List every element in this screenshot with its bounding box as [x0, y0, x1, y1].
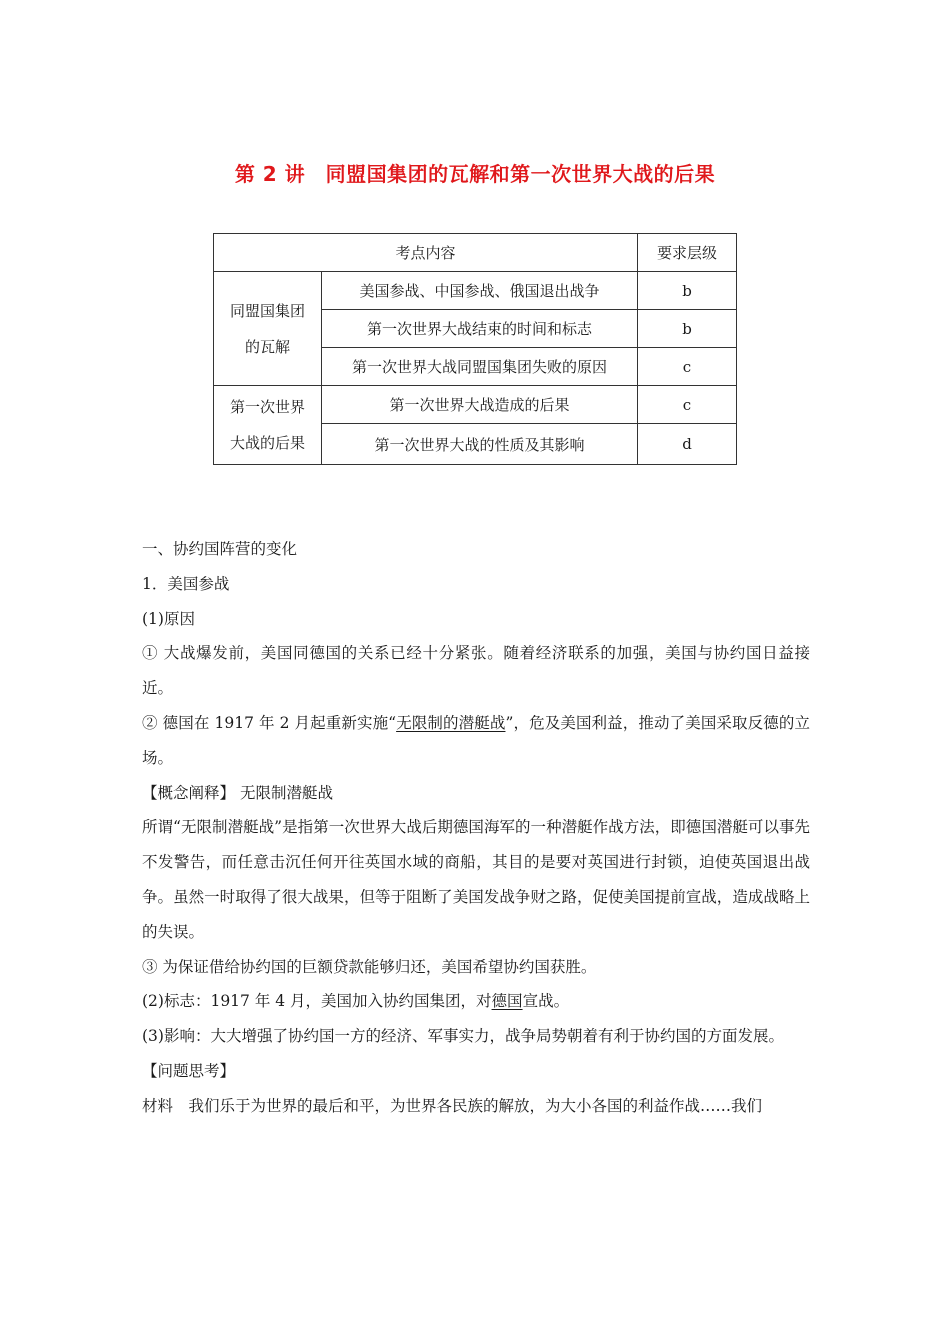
- cause-2-post: ”，危及美国利益，推动了美国采取反德的立场。: [142, 713, 810, 767]
- table-cell-level: b: [638, 310, 737, 348]
- table-cell-content: 第一次世界大战造成的后果: [322, 386, 638, 424]
- sign-pre: (2)标志：1917 年 4 月，美国加入协约国集团，对: [142, 992, 492, 1011]
- table-cell-level: b: [638, 272, 737, 310]
- requirements-table: [213, 233, 737, 465]
- body-text: [142, 532, 810, 1124]
- table-cell-level: c: [638, 348, 737, 386]
- page-title: 第 2 讲 同盟国集团的瓦解和第一次世界大战的后果: [234, 162, 716, 186]
- cause-heading: (1)原因: [142, 609, 195, 628]
- table-cell-content: 第一次世界大战结束的时间和标志: [322, 310, 638, 348]
- table-cell-level: d: [638, 424, 737, 465]
- cause-2-pre: ② 德国在 1917 年 2 月起重新实施“: [142, 713, 397, 732]
- sign-post: 宣战。: [522, 992, 570, 1011]
- concept-text: 所谓“无限制潜艇战”是指第一次世界大战后期德国海军的一种潜艇作战方法，即德国潜艇可以事先不发警告，而任意击沉任何开往英国水域的商船，其目的是要对英国进行封锁，迫使英国退出战争。虽然一时取得了很大战果，但等于阻断了美国发战争财之路，促使美国提前宣战，造成战略上的失误。: [142, 818, 810, 941]
- cause-1: ① 大战爆发前，美国同德国的关系已经十分紧张。随着经济联系的加强，美国与协约国日益接近。: [142, 644, 810, 698]
- table-cell-content: 第一次世界大战的性质及其影响: [322, 424, 638, 465]
- material-line: 材料 我们乐于为世界的最后和平，为世界各民族的解放，为大小各国的利益作战……我们: [142, 1096, 763, 1115]
- section-heading: 一、协约国阵营的变化: [142, 540, 298, 558]
- group-name-text: 第一次世界大战的后果: [229, 398, 305, 452]
- table-row: [214, 386, 737, 424]
- group-name-text: 同盟国集团的瓦解: [229, 301, 305, 356]
- sign-underlined: 德国: [491, 992, 523, 1011]
- impact-line: (3)影响：大大增强了协约国一方的经济、军事实力，战争局势朝着有利于协约国的方面发展。: [142, 1027, 784, 1046]
- table-cell-content: 美国参战、中国参战、俄国退出战争: [322, 272, 638, 310]
- concept-name: 无限制潜艇战: [239, 783, 333, 802]
- table-row: [214, 272, 737, 310]
- concept-heading: [142, 776, 810, 811]
- concept-label: 【概念阐释】: [142, 783, 236, 802]
- cause-3: ③ 为保证借给协约国的巨额贷款能够归还，美国希望协约国获胜。: [142, 957, 597, 976]
- group-name: [214, 272, 322, 386]
- item-heading: 1．美国参战: [142, 574, 230, 593]
- header-content: 考点内容: [214, 234, 638, 272]
- cause-2: [142, 706, 810, 776]
- header-level: 要求层级: [638, 234, 737, 272]
- table-cell-level: c: [638, 386, 737, 424]
- sign-line: [142, 984, 810, 1019]
- table-header-row: [214, 234, 737, 272]
- group-name: [214, 386, 322, 465]
- table-cell-content: 第一次世界大战同盟国集团失败的原因: [322, 348, 638, 386]
- cause-2-underlined: 无限制的潜艇战: [396, 713, 506, 732]
- question-label: 【问题思考】: [142, 1061, 236, 1080]
